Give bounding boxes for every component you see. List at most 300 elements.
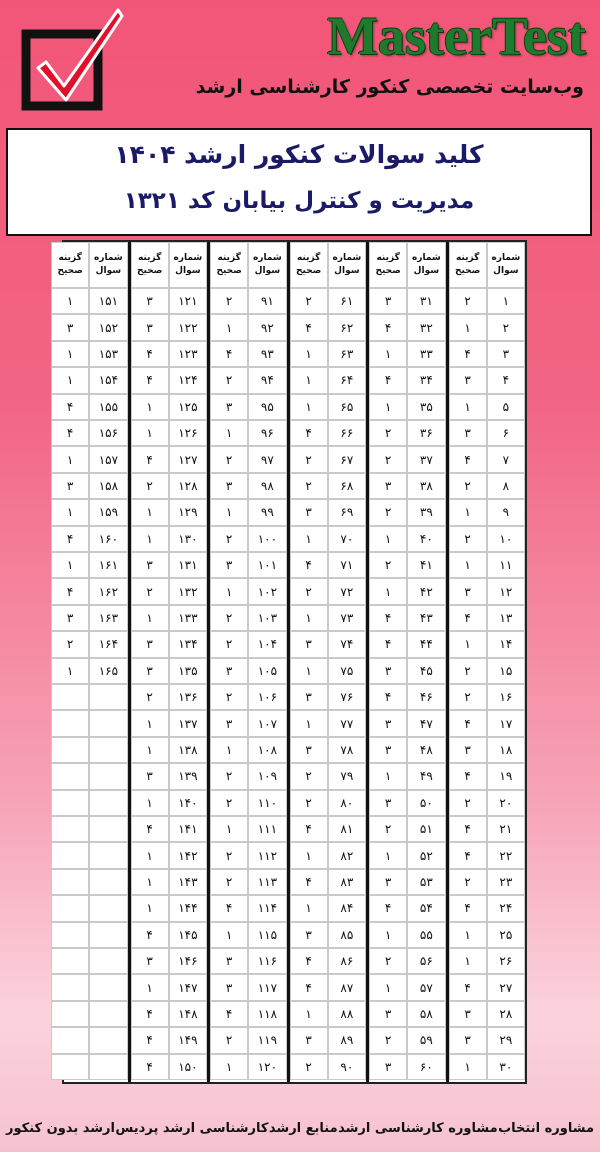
question-number-cell: ۷۳ [328,605,366,631]
answer-cell: ۱ [290,710,328,736]
question-number-cell: ۲۸ [487,1001,525,1027]
question-number-cell: ۲۰ [487,790,525,816]
question-number-cell: ۱۵۸ [89,473,127,499]
answer-cell: ۴ [131,341,169,367]
answer-cell: ۲ [449,288,487,314]
answer-cell: ۴ [449,816,487,842]
question-number-cell: ۱۷ [487,710,525,736]
answer-cell: ۱ [290,842,328,868]
question-number-cell: ۵۹ [407,1027,445,1053]
question-number-cell: ۷۰ [328,526,366,552]
answer-cell: ۱ [210,737,248,763]
header-question-text: شماره [252,253,282,263]
answer-cell: ۲ [210,842,248,868]
answer-cell: ۱ [131,526,169,552]
question-number-cell: ۱۵۵ [89,394,127,420]
answer-cell: ۳ [210,658,248,684]
title-box [6,128,592,236]
answer-cell: ۱ [210,1054,248,1080]
answer-cell: ۳ [369,869,407,895]
question-number-cell: ۱۴۰ [169,790,207,816]
question-number-cell: ۹۷ [248,446,286,472]
answer-cell: ۲ [369,552,407,578]
question-number-cell: ۱۵۲ [89,314,127,340]
question-number-cell: ۶۶ [328,420,366,446]
answer-cell: ۲ [51,631,89,657]
answer-cell: ۱ [131,499,169,525]
question-number-cell: ۶ [487,420,525,446]
question-number-cell: ۱۰۰ [248,526,286,552]
answer-cell: ۴ [210,341,248,367]
answer-cell: ۴ [131,1054,169,1080]
header-question [169,242,207,288]
question-number-cell: ۱۵۰ [169,1054,207,1080]
answer-cell: ۴ [290,974,328,1000]
question-number-cell [89,1054,127,1080]
question-number-cell [89,1001,127,1027]
question-number-cell: ۶۱ [328,288,366,314]
question-number-cell: ۱۴۱ [169,816,207,842]
question-number-cell: ۸۸ [328,1001,366,1027]
answer-cell: ۳ [449,1027,487,1053]
question-number-cell: ۶۲ [328,314,366,340]
answer-cell: ۲ [369,499,407,525]
block-separator [366,242,369,1082]
answer-cell: ۳ [449,578,487,604]
question-number-cell: ۳۳ [407,341,445,367]
question-number-cell: ۱۱۳ [248,869,286,895]
answer-cell: ۱ [131,710,169,736]
question-number-cell: ۱۵۶ [89,420,127,446]
question-number-cell: ۸۳ [328,869,366,895]
answer-cell: ۳ [210,552,248,578]
header-answer-text: گزینه [296,253,321,263]
question-number-cell: ۶۳ [328,341,366,367]
question-number-cell [89,922,127,948]
answer-cell: ۱ [369,394,407,420]
question-number-cell: ۱۴۸ [169,1001,207,1027]
header-question-text: سوال [493,266,519,276]
question-number-cell: ۵۵ [407,922,445,948]
answer-cell: ۲ [369,948,407,974]
question-number-cell: ۹۴ [248,367,286,393]
answer-cell [51,869,89,895]
answer-cell: ۲ [369,1027,407,1053]
question-number-cell: ۱۰ [487,526,525,552]
question-number-cell: ۵۱ [407,816,445,842]
header-question [487,242,525,288]
header-question [407,242,445,288]
answer-cell: ۲ [449,658,487,684]
answer-cell: ۴ [131,816,169,842]
answer-cell [51,737,89,763]
answer-cell: ۲ [290,790,328,816]
answer-cell: ۳ [290,1027,328,1053]
question-number-cell: ۷۶ [328,684,366,710]
answer-cell: ۱ [290,605,328,631]
page-subtitle: مدیریت و کنترل بیابان کد ۱۳۲۱ [123,188,475,214]
answer-cell: ۳ [210,948,248,974]
question-number-cell: ۱۲۹ [169,499,207,525]
question-number-cell: ۱۲۱ [169,288,207,314]
answer-cell: ۴ [449,895,487,921]
header-question-text: شماره [411,253,441,263]
question-number-cell: ۴۹ [407,763,445,789]
answer-cell: ۳ [131,948,169,974]
answer-cell [51,1001,89,1027]
answer-cell: ۳ [449,1001,487,1027]
answer-cell: ۳ [131,314,169,340]
question-number-cell: ۱۰۱ [248,552,286,578]
answer-cell: ۳ [290,737,328,763]
answer-cell: ۳ [51,314,89,340]
answer-cell: ۱ [449,394,487,420]
answer-cell: ۴ [51,394,89,420]
question-number-cell: ۱۳۰ [169,526,207,552]
answer-cell: ۲ [210,790,248,816]
answer-cell: ۳ [131,658,169,684]
answer-cell: ۱ [369,341,407,367]
question-number-cell: ۴۵ [407,658,445,684]
answer-cell: ۳ [449,367,487,393]
header-question-text: سوال [413,266,440,276]
answer-cell: ۴ [449,605,487,631]
answer-cell: ۱ [369,974,407,1000]
answer-cell: ۲ [449,526,487,552]
answer-cell [51,974,89,1000]
answer-cell: ۳ [449,737,487,763]
question-number-cell: ۱۱۸ [248,1001,286,1027]
answer-cell: ۱ [51,552,89,578]
header-question-text: شماره [173,253,203,263]
question-number-cell: ۳۰ [487,1054,525,1080]
answer-cell: ۴ [51,420,89,446]
question-number-cell: ۲۶ [487,948,525,974]
question-number-cell: ۱۳۵ [169,658,207,684]
answer-cell: ۳ [369,737,407,763]
question-number-cell: ۱۲۵ [169,394,207,420]
answer-cell: ۱ [290,526,328,552]
question-number-cell: ۷ [487,446,525,472]
question-number-cell: ۱۲۰ [248,1054,286,1080]
question-number-cell: ۲۴ [487,895,525,921]
answer-cell: ۱ [210,578,248,604]
question-number-cell: ۱۲۶ [169,420,207,446]
question-number-cell: ۱۰۶ [248,684,286,710]
question-number-cell: ۸۱ [328,816,366,842]
answer-cell: ۱ [290,367,328,393]
answer-cell: ۱ [290,341,328,367]
header-answer-text: صحیح [216,266,242,276]
block-separator [446,242,449,1082]
answer-cell: ۴ [369,314,407,340]
answer-cell: ۱ [131,869,169,895]
block-separator [128,242,131,1082]
answer-cell: ۱ [210,420,248,446]
answer-cell: ۳ [131,631,169,657]
answer-cell: ۳ [369,473,407,499]
answer-cell: ۱ [210,816,248,842]
answer-cell: ۲ [210,763,248,789]
answer-block-2 [369,242,446,1082]
question-number-cell [89,816,127,842]
answer-cell: ۱ [51,446,89,472]
header-answer-text: صحیح [454,266,481,276]
answer-cell [51,948,89,974]
question-number-cell: ۵۳ [407,869,445,895]
question-number-cell: ۹۲ [248,314,286,340]
question-number-cell: ۸۰ [328,790,366,816]
question-number-cell: ۱۴۴ [169,895,207,921]
answer-cell [51,790,89,816]
answer-cell: ۱ [210,499,248,525]
footer-link-counseling[interactable]: مشاوره کارشناسی ارشد [338,1120,498,1136]
question-number-cell: ۲۵ [487,922,525,948]
question-number-cell: ۱۴۷ [169,974,207,1000]
header-answer-text: صحیح [375,266,401,276]
answer-cell: ۱ [51,658,89,684]
answer-cell: ۳ [210,710,248,736]
question-number-cell: ۳۵ [407,394,445,420]
question-number-cell: ۷۸ [328,737,366,763]
question-number-cell: ۸۷ [328,974,366,1000]
answer-cell: ۳ [131,763,169,789]
answer-block-6 [51,242,128,1082]
question-number-cell: ۳۶ [407,420,445,446]
answer-cell: ۳ [210,473,248,499]
header-question [89,242,127,288]
question-number-cell: ۱۰۸ [248,737,286,763]
answer-cell: ۲ [210,684,248,710]
question-number-cell: ۱۲۳ [169,341,207,367]
question-number-cell: ۴ [487,367,525,393]
answer-block-1 [449,242,526,1082]
header-answer-text: گزینه [137,253,162,263]
question-number-cell: ۵۴ [407,895,445,921]
answer-cell: ۱ [131,842,169,868]
answer-cell: ۳ [369,790,407,816]
question-number-cell: ۱۲۲ [169,314,207,340]
answer-cell: ۱ [131,394,169,420]
checkbox-check-logo-icon[interactable] [18,4,128,116]
answer-cell: ۱ [51,367,89,393]
question-number-cell [89,869,127,895]
footer-links [0,1104,600,1152]
question-number-cell: ۲۲ [487,842,525,868]
question-number-cell: ۷۴ [328,631,366,657]
answer-cell: ۳ [210,394,248,420]
answer-cell: ۳ [369,1054,407,1080]
answer-cell: ۴ [131,367,169,393]
question-number-cell [89,948,127,974]
question-number-cell: ۱۰۷ [248,710,286,736]
question-number-cell: ۵۷ [407,974,445,1000]
answer-cell [51,710,89,736]
answer-cell: ۴ [131,922,169,948]
footer-link-resources[interactable]: منابع ارشد [268,1120,338,1136]
answer-cell [51,684,89,710]
question-number-cell: ۳۹ [407,499,445,525]
answer-cell: ۳ [369,288,407,314]
header-answer [290,242,328,288]
question-number-cell: ۱۳۲ [169,578,207,604]
footer-link-no-exam[interactable]: ارشد بدون کنکور [6,1120,115,1136]
question-number-cell: ۷۲ [328,578,366,604]
answer-cell: ۲ [449,684,487,710]
answer-cell: ۱ [449,631,487,657]
answer-cell: ۲ [369,446,407,472]
answer-cell: ۱ [290,658,328,684]
answer-cell: ۴ [369,684,407,710]
answer-cell [51,842,89,868]
answer-cell: ۴ [290,816,328,842]
answer-cell: ۳ [210,974,248,1000]
question-number-cell: ۱۳ [487,605,525,631]
header-answer [51,242,89,288]
question-number-cell: ۱۱۶ [248,948,286,974]
question-number-cell: ۸۴ [328,895,366,921]
question-number-cell: ۶۹ [328,499,366,525]
question-number-cell: ۳ [487,341,525,367]
question-number-cell: ۷۵ [328,658,366,684]
answer-cell: ۲ [210,288,248,314]
header-question-text: شماره [491,253,521,263]
question-number-cell [89,1027,127,1053]
answer-key-table [57,240,527,1084]
question-number-cell: ۳۷ [407,446,445,472]
question-number-cell: ۸۲ [328,842,366,868]
header-answer-text: صحیح [295,266,322,276]
question-number-cell: ۳۲ [407,314,445,340]
question-number-cell: ۱۲۷ [169,446,207,472]
answer-cell: ۴ [449,341,487,367]
question-number-cell [89,710,127,736]
header-answer-text: گزینه [217,253,241,263]
answer-cell: ۱ [131,737,169,763]
question-number-cell: ۱۴ [487,631,525,657]
question-number-cell: ۴۲ [407,578,445,604]
question-number-cell: ۱۵۹ [89,499,127,525]
header-answer-text: گزینه [455,253,480,263]
question-number-cell: ۹۳ [248,341,286,367]
question-number-cell: ۱۰۹ [248,763,286,789]
answer-cell [51,816,89,842]
answer-cell: ۲ [369,816,407,842]
question-number-cell: ۸۶ [328,948,366,974]
answer-cell: ۱ [290,394,328,420]
answer-block-5 [131,242,208,1082]
answer-cell [51,922,89,948]
answer-cell: ۴ [131,1027,169,1053]
question-number-cell: ۵۰ [407,790,445,816]
question-number-cell: ۱۱۷ [248,974,286,1000]
header-answer-text: صحیح [57,266,83,276]
answer-cell: ۱ [131,605,169,631]
question-number-cell: ۸۹ [328,1027,366,1053]
answer-cell: ۴ [51,526,89,552]
footer-link-pardis[interactable]: کارشناسی ارشد پردیس [115,1120,269,1136]
header-answer [131,242,169,288]
question-number-cell: ۴۰ [407,526,445,552]
answer-cell: ۲ [131,473,169,499]
answer-cell [51,1054,89,1080]
question-number-cell: ۱۶۴ [89,631,127,657]
answer-cell: ۳ [290,631,328,657]
question-number-cell: ۷۹ [328,763,366,789]
question-number-cell: ۸ [487,473,525,499]
answer-cell: ۴ [369,895,407,921]
answer-cell: ۳ [449,420,487,446]
answer-cell: ۱ [131,790,169,816]
question-number-cell: ۵۸ [407,1001,445,1027]
question-number-cell: ۵۲ [407,842,445,868]
answer-cell: ۴ [210,895,248,921]
answer-cell: ۱ [290,1001,328,1027]
brand-logo-text[interactable]: MasterTest [327,6,586,66]
answer-cell: ۴ [131,446,169,472]
answer-cell: ۱ [369,526,407,552]
answer-cell: ۲ [449,790,487,816]
answer-block-4 [210,242,287,1082]
answer-cell: ۱ [369,578,407,604]
question-number-cell: ۱۵ [487,658,525,684]
answer-cell: ۳ [51,473,89,499]
header-answer [369,242,407,288]
question-number-cell: ۵۶ [407,948,445,974]
answer-cell: ۱ [449,1054,487,1080]
answer-cell: ۱ [449,499,487,525]
answer-cell: ۳ [290,499,328,525]
question-number-cell: ۶۸ [328,473,366,499]
answer-cell: ۴ [290,314,328,340]
answer-cell: ۳ [131,288,169,314]
answer-cell: ۱ [51,341,89,367]
header-answer [210,242,248,288]
question-number-cell: ۶۰ [407,1054,445,1080]
question-number-cell: ۱۵۱ [89,288,127,314]
question-number-cell: ۱۵۷ [89,446,127,472]
question-number-cell: ۱۱۲ [248,842,286,868]
question-number-cell: ۱۲۴ [169,367,207,393]
question-number-cell: ۲۷ [487,974,525,1000]
question-number-cell: ۸۵ [328,922,366,948]
question-number-cell: ۲۳ [487,869,525,895]
question-number-cell: ۱۶۵ [89,658,127,684]
answer-cell: ۱ [369,763,407,789]
question-number-cell: ۳۴ [407,367,445,393]
question-number-cell: ۱۰۳ [248,605,286,631]
answer-cell: ۲ [290,446,328,472]
answer-cell: ۲ [290,578,328,604]
question-number-cell: ۱۳۶ [169,684,207,710]
answer-cell: ۴ [131,1001,169,1027]
footer-link-selection-counseling[interactable]: مشاوره انتخاب [498,1120,594,1136]
header-answer-text: صحیح [136,266,163,276]
answer-cell: ۴ [449,842,487,868]
question-number-cell: ۱۸ [487,737,525,763]
question-number-cell: ۱۰۵ [248,658,286,684]
question-number-cell: ۹۵ [248,394,286,420]
question-number-cell: ۶۴ [328,367,366,393]
question-number-cell: ۱۶۳ [89,605,127,631]
header-question-text: سوال [175,266,201,276]
question-number-cell: ۱۱ [487,552,525,578]
question-number-cell: ۱۳۹ [169,763,207,789]
answer-cell: ۱ [210,922,248,948]
header-question [248,242,286,288]
answer-cell: ۴ [449,710,487,736]
answer-cell: ۲ [210,869,248,895]
